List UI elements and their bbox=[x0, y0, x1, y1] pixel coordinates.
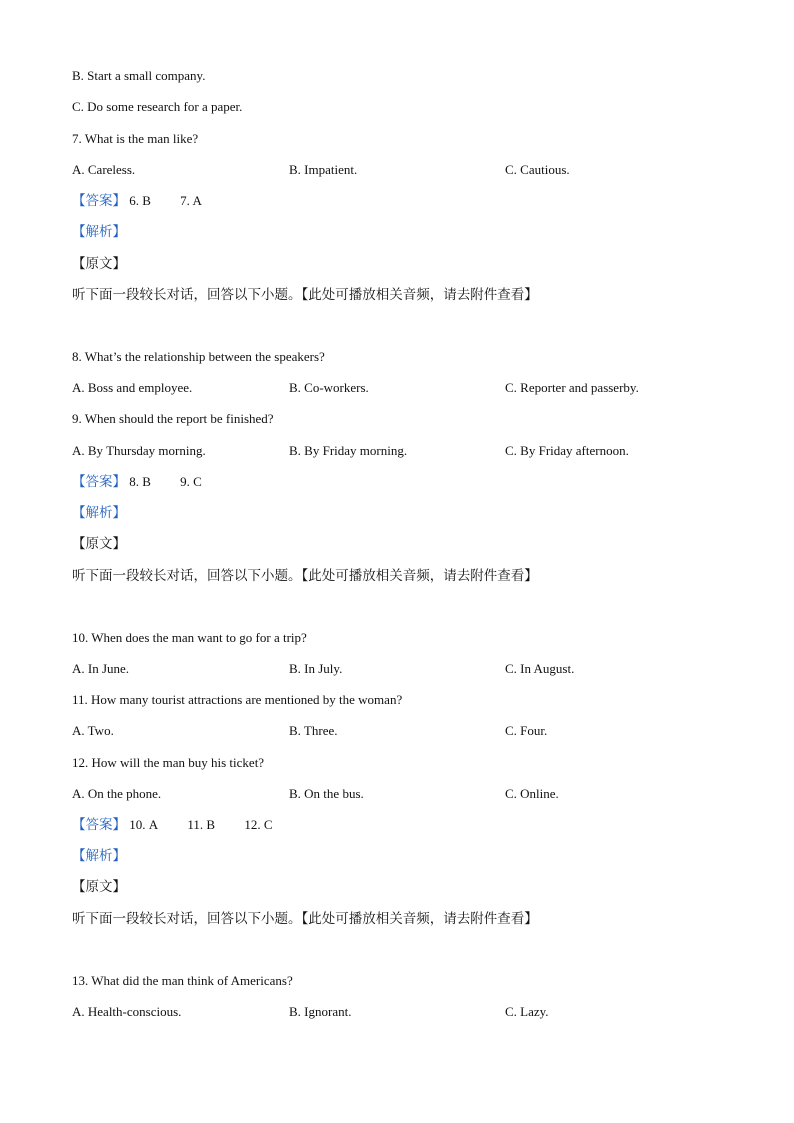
q11-option-c: C. Four. bbox=[505, 723, 548, 738]
listen-instruction: 听下面一段较长对话，回答以下小题。【此处可播放相关音频，请去附件查看】 bbox=[72, 911, 538, 927]
answer-tag: 【答案】 bbox=[72, 193, 126, 209]
listen-instruction: 听下面一段较长对话，回答以下小题。【此处可播放相关音频，请去附件查看】 bbox=[72, 568, 538, 584]
q7-option-b: B. Impatient. bbox=[289, 162, 358, 177]
q13-option-a: A. Health-conscious. bbox=[72, 1004, 182, 1019]
question-8: 8. What’s the relationship between the speakers? bbox=[72, 349, 325, 364]
q6-option-c: C. Do some research for a paper. bbox=[72, 99, 243, 114]
q7-option-a: A. Careless. bbox=[72, 162, 136, 177]
q10-option-b: B. In July. bbox=[289, 661, 343, 676]
q12-option-c: C. Online. bbox=[505, 786, 559, 801]
answer-item: 10. A bbox=[129, 817, 159, 832]
q9-option-b: B. By Friday morning. bbox=[289, 443, 408, 458]
question-11: 11. How many tourist attractions are mentioned by the woman? bbox=[72, 692, 403, 707]
answer-item: 8. B bbox=[129, 474, 151, 489]
answer-line-3 bbox=[72, 817, 299, 833]
question-7: 7. What is the man like? bbox=[72, 131, 199, 146]
q13-option-c: C. Lazy. bbox=[505, 1004, 549, 1019]
q8-option-b: B. Co-workers. bbox=[289, 380, 369, 395]
q9-option-c: C. By Friday afternoon. bbox=[505, 443, 629, 458]
q11-option-a: A. Two. bbox=[72, 723, 114, 738]
analysis-tag: 【解析】 bbox=[72, 505, 126, 521]
question-13: 13. What did the man think of Americans? bbox=[72, 973, 293, 988]
analysis-tag: 【解析】 bbox=[72, 224, 126, 240]
answer-line-1 bbox=[72, 193, 228, 209]
answer-item: 11. B bbox=[187, 817, 216, 832]
q8-option-c: C. Reporter and passerby. bbox=[505, 380, 639, 395]
original-text-tag: 【原文】 bbox=[72, 256, 126, 272]
answer-tag: 【答案】 bbox=[72, 817, 126, 833]
q13-option-b: B. Ignorant. bbox=[289, 1004, 352, 1019]
question-9: 9. When should the report be finished? bbox=[72, 411, 274, 426]
answer-tag: 【答案】 bbox=[72, 474, 126, 490]
q12-option-a: A. On the phone. bbox=[72, 786, 162, 801]
answer-item: 6. B bbox=[129, 193, 151, 208]
question-10: 10. When does the man want to go for a trip? bbox=[72, 630, 307, 645]
answer-item: 7. A bbox=[180, 193, 202, 208]
question-12: 12. How will the man buy his ticket? bbox=[72, 755, 265, 770]
answer-item: 9. C bbox=[180, 474, 202, 489]
q9-option-a: A. By Thursday morning. bbox=[72, 443, 206, 458]
analysis-tag: 【解析】 bbox=[72, 848, 126, 864]
q6-option-b: B. Start a small company. bbox=[72, 68, 206, 83]
listen-instruction: 听下面一段较长对话，回答以下小题。【此处可播放相关音频，请去附件查看】 bbox=[72, 287, 538, 303]
original-text-tag: 【原文】 bbox=[72, 536, 126, 552]
q7-option-c: C. Cautious. bbox=[505, 162, 570, 177]
q10-option-c: C. In August. bbox=[505, 661, 575, 676]
q10-option-a: A. In June. bbox=[72, 661, 130, 676]
q12-option-b: B. On the bus. bbox=[289, 786, 364, 801]
q11-option-b: B. Three. bbox=[289, 723, 338, 738]
q8-option-a: A. Boss and employee. bbox=[72, 380, 193, 395]
answer-item: 12. C bbox=[244, 817, 273, 832]
original-text-tag: 【原文】 bbox=[72, 879, 126, 895]
answer-line-2 bbox=[72, 474, 228, 490]
